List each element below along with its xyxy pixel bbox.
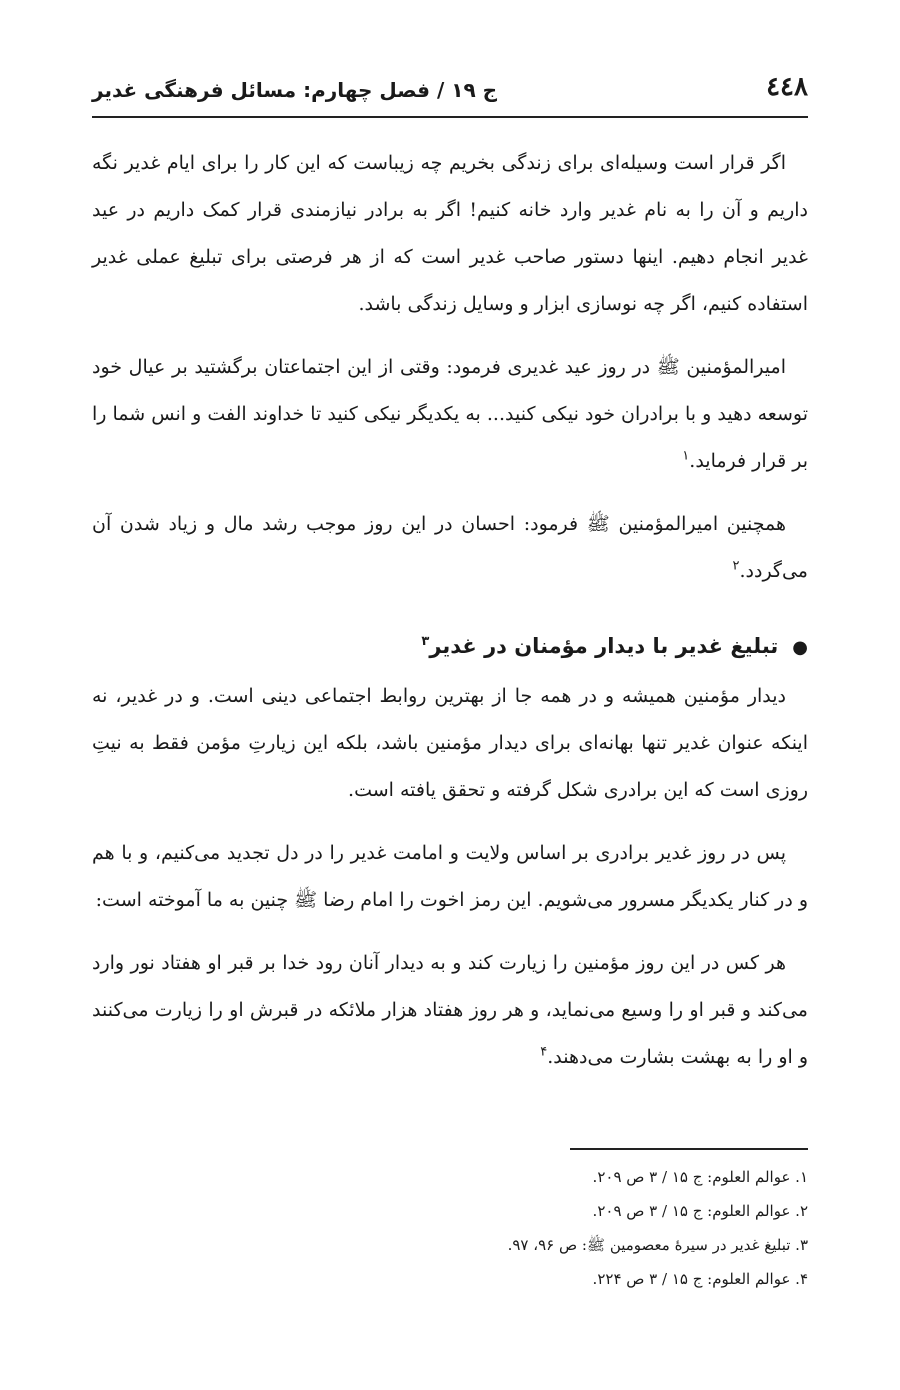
page-number: ٤٤٨: [766, 72, 808, 102]
footnote: ۴. عوالم العلوم: ج ۱۵ / ۳ ص ۲۲۴.: [592, 1270, 808, 1288]
footnote-ref[interactable]: ۳: [421, 634, 430, 649]
footnote: ۳. تبلیغ غدیر در سیرهٔ معصومین ﷺ: ص ۹۶، ۹۷.: [507, 1236, 808, 1254]
page-body: [92, 140, 808, 1097]
paragraph: پس در روز غدیر برادری بر اساس ولایت و امامت غدیر را در دل تجدید می‌کنیم، و با هم و در کنار یکدیگر مسرور می‌شویم. این رمز اخوت را امام رضا ﷺ چنین به ما آموخته است:: [92, 842, 808, 911]
footnote-ref[interactable]: ۱: [682, 448, 690, 464]
running-title: ج ۱۹ / فصل چهارم: مسائل فرهنگی غدیر: [92, 78, 498, 102]
section-heading: ●تبلیغ غدیر با دیدار مؤمنان در غدیر$^۳$: [92, 623, 808, 671]
page-header: [92, 60, 808, 118]
bullet-icon: ●: [792, 637, 808, 658]
footnote: ۱. عوالم العلوم: ج ۱۵ / ۳ ص ۲۰۹.: [592, 1168, 808, 1186]
paragraph: امیرالمؤمنین ﷺ در روز عید غدیری فرمود: وقتی از این اجتماعتان برگشتید بر عیال خود توسعه دهید و با برادران خود نیکی کنید... به یکدیگر نیکی کنید تا خداوند الفت و انس شما را بر قرار فرماید.$^۱$: [92, 356, 808, 472]
footnote: ۲. عوالم العلوم: ج ۱۵ / ۳ ص ۲۰۹.: [592, 1202, 808, 1220]
footnote-divider: [570, 1148, 808, 1150]
paragraph: هر کس در این روز مؤمنین را زیارت کند و به دیدار آنان رود خدا بر قبر او هفتاد نور وارد می‌کند و قبر او را وسیع می‌نماید، و هر روز هفتاد هزار ملائکه در قبرش او را زیارت می‌کنند و او را به بهشت بشارت می‌دهند.$^۴$: [92, 952, 808, 1068]
paragraph: همچنین امیرالمؤمنین ﷺ فرمود: احسان در این روز موجب رشد مال و زیاد شدن آن می‌گردد.$^۲$: [92, 513, 808, 582]
paragraph: دیدار مؤمنین همیشه و در همه جا از بهترین روابط اجتماعی دینی است. و در غدیر، نه اینکه عنوان غدیر تنها بهانه‌ای برای دیدار مؤمنین باشد، بلکه این زیارتِ مؤمن فقط به نیتِ روزی است که این برادری شکل گرفته و تحقق یافته است.: [92, 685, 808, 801]
paragraph: اگر قرار است وسیله‌ای برای زندگی بخریم چه زیباست که این کار را برای ایام غدیر نگه داریم و آن را به نام غدیر وارد خانه کنیم! اگر به برادر نیازمندی قرار کمک داریم در عید غدیر انجام دهیم. اینها دستور صاحب غدیر است که از هر فرصتی برای تبلیغ عملی غدیر استفاده کنیم، اگر چه نوسازی ابزار و وسایل زندگی باشد.: [92, 152, 808, 315]
footnote-ref[interactable]: ۴: [540, 1044, 548, 1060]
footnotes: [92, 1160, 808, 1296]
footnote-ref[interactable]: ۲: [732, 558, 740, 574]
